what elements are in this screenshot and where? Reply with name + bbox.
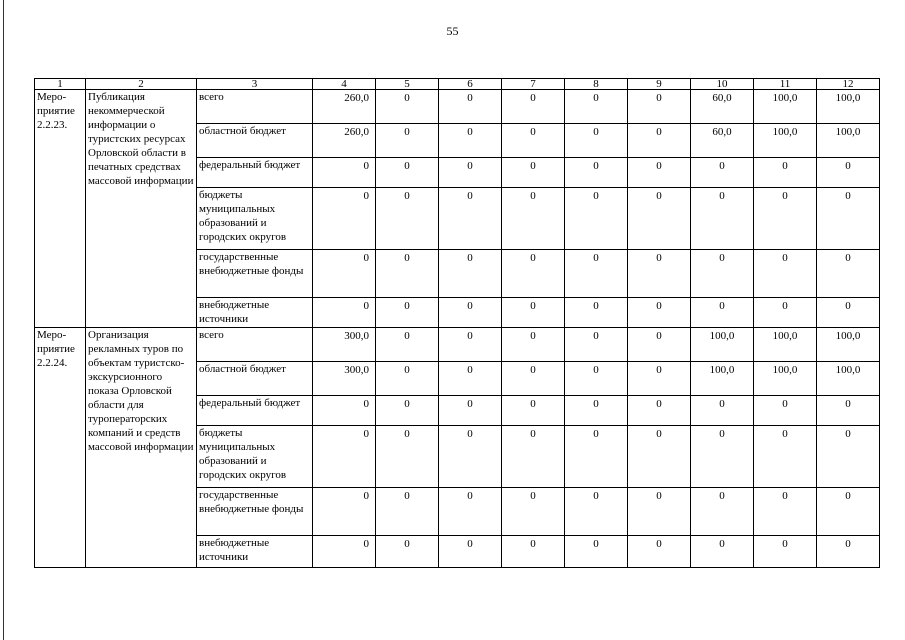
value-cell: 0 xyxy=(439,188,502,250)
value-cell: 0 xyxy=(754,488,817,536)
value-cell: 0 xyxy=(502,362,565,396)
value-cell: 0 xyxy=(565,90,628,124)
value-cell: 0 xyxy=(439,426,502,488)
value-cell: 260,0 xyxy=(313,124,376,158)
value-cell: 0 xyxy=(817,536,880,568)
value-cell: 100,0 xyxy=(754,362,817,396)
value-cell: 0 xyxy=(565,124,628,158)
value-cell: 0 xyxy=(502,250,565,298)
value-cell: 0 xyxy=(376,328,439,362)
value-cell: 60,0 xyxy=(691,124,754,158)
value-cell: 0 xyxy=(565,396,628,426)
value-cell: 0 xyxy=(565,188,628,250)
value-cell: 0 xyxy=(628,536,691,568)
funding-source: всего xyxy=(197,328,313,362)
value-cell: 0 xyxy=(439,362,502,396)
value-cell: 0 xyxy=(817,250,880,298)
value-cell: 0 xyxy=(817,298,880,328)
value-cell: 0 xyxy=(313,488,376,536)
table-body xyxy=(35,79,880,568)
column-header: 7 xyxy=(502,79,565,90)
value-cell: 0 xyxy=(439,298,502,328)
value-cell: 300,0 xyxy=(313,328,376,362)
value-cell: 0 xyxy=(502,396,565,426)
value-cell: 0 xyxy=(628,426,691,488)
table-row xyxy=(35,328,880,362)
value-cell: 0 xyxy=(502,488,565,536)
value-cell: 0 xyxy=(691,188,754,250)
value-cell: 0 xyxy=(691,426,754,488)
value-cell: 0 xyxy=(502,298,565,328)
value-cell: 0 xyxy=(754,298,817,328)
value-cell: 0 xyxy=(565,362,628,396)
funding-source: областной бюджет xyxy=(197,124,313,158)
value-cell: 300,0 xyxy=(313,362,376,396)
value-cell: 0 xyxy=(376,124,439,158)
value-cell: 0 xyxy=(565,328,628,362)
value-cell: 0 xyxy=(439,536,502,568)
column-header: 11 xyxy=(754,79,817,90)
column-header: 1 xyxy=(35,79,86,90)
value-cell: 0 xyxy=(376,90,439,124)
value-cell: 100,0 xyxy=(817,124,880,158)
measure-title: Организация рекламных туров по объектам туристско-экскурсионного показа Орловской области для туроператорских компаний и средств массовой информации xyxy=(86,328,197,568)
value-cell: 0 xyxy=(313,158,376,188)
value-cell: 100,0 xyxy=(817,90,880,124)
funding-source: федеральный бюджет xyxy=(197,396,313,426)
column-header: 12 xyxy=(817,79,880,90)
column-header: 9 xyxy=(628,79,691,90)
value-cell: 0 xyxy=(565,536,628,568)
funding-source: государственные внебюджетные фонды xyxy=(197,250,313,298)
value-cell: 60,0 xyxy=(691,90,754,124)
value-cell: 0 xyxy=(502,328,565,362)
column-header: 4 xyxy=(313,79,376,90)
value-cell: 0 xyxy=(754,188,817,250)
value-cell: 0 xyxy=(565,298,628,328)
value-cell: 0 xyxy=(502,158,565,188)
value-cell: 100,0 xyxy=(817,362,880,396)
value-cell: 0 xyxy=(565,488,628,536)
value-cell: 0 xyxy=(628,158,691,188)
value-cell: 0 xyxy=(628,250,691,298)
value-cell: 0 xyxy=(817,488,880,536)
value-cell: 0 xyxy=(691,488,754,536)
value-cell: 0 xyxy=(313,250,376,298)
value-cell: 0 xyxy=(691,536,754,568)
value-cell: 0 xyxy=(439,250,502,298)
value-cell: 0 xyxy=(691,250,754,298)
column-header: 3 xyxy=(197,79,313,90)
value-cell: 0 xyxy=(502,90,565,124)
value-cell: 0 xyxy=(313,396,376,426)
value-cell: 0 xyxy=(628,362,691,396)
value-cell: 0 xyxy=(376,250,439,298)
measure-title: Публикация некоммерческой информации о туристских ресурсах Орловской области в печатных средствах массовой информации xyxy=(86,90,197,328)
value-cell: 0 xyxy=(313,188,376,250)
value-cell: 0 xyxy=(376,426,439,488)
column-header: 10 xyxy=(691,79,754,90)
value-cell: 0 xyxy=(628,188,691,250)
column-header: 2 xyxy=(86,79,197,90)
funding-source: областной бюджет xyxy=(197,362,313,396)
table-row xyxy=(35,90,880,124)
funding-source: федеральный бюджет xyxy=(197,158,313,188)
value-cell: 0 xyxy=(376,488,439,536)
value-cell: 0 xyxy=(313,426,376,488)
value-cell: 0 xyxy=(502,188,565,250)
value-cell: 0 xyxy=(817,426,880,488)
value-cell: 0 xyxy=(376,188,439,250)
value-cell: 0 xyxy=(691,298,754,328)
value-cell: 0 xyxy=(565,250,628,298)
value-cell: 0 xyxy=(502,124,565,158)
value-cell: 100,0 xyxy=(754,328,817,362)
value-cell: 0 xyxy=(439,158,502,188)
funding-source: всего xyxy=(197,90,313,124)
value-cell: 0 xyxy=(565,426,628,488)
value-cell: 0 xyxy=(439,396,502,426)
value-cell: 0 xyxy=(628,298,691,328)
value-cell: 0 xyxy=(628,328,691,362)
value-cell: 100,0 xyxy=(691,362,754,396)
funding-source: внебюджетные источники xyxy=(197,298,313,328)
value-cell: 0 xyxy=(817,188,880,250)
value-cell: 0 xyxy=(754,426,817,488)
value-cell: 100,0 xyxy=(691,328,754,362)
value-cell: 0 xyxy=(313,298,376,328)
column-header: 6 xyxy=(439,79,502,90)
value-cell: 0 xyxy=(691,396,754,426)
page-edge-line xyxy=(3,0,4,640)
value-cell: 0 xyxy=(817,158,880,188)
value-cell: 100,0 xyxy=(817,328,880,362)
value-cell: 0 xyxy=(502,426,565,488)
funding-source: внебюджетные источники xyxy=(197,536,313,568)
value-cell: 0 xyxy=(439,488,502,536)
value-cell: 0 xyxy=(376,536,439,568)
value-cell: 0 xyxy=(754,250,817,298)
value-cell: 0 xyxy=(439,328,502,362)
column-header: 5 xyxy=(376,79,439,90)
value-cell: 0 xyxy=(754,158,817,188)
value-cell: 0 xyxy=(502,536,565,568)
value-cell: 260,0 xyxy=(313,90,376,124)
value-cell: 0 xyxy=(376,396,439,426)
value-cell: 0 xyxy=(439,124,502,158)
value-cell: 0 xyxy=(439,90,502,124)
funding-source: бюджеты муниципальных образований и городских округов xyxy=(197,426,313,488)
value-cell: 0 xyxy=(565,158,628,188)
value-cell: 0 xyxy=(376,158,439,188)
funding-source: государственные внебюджетные фонды xyxy=(197,488,313,536)
value-cell: 0 xyxy=(313,536,376,568)
budget-table xyxy=(34,78,880,568)
column-header: 8 xyxy=(565,79,628,90)
header-row xyxy=(35,79,880,90)
value-cell: 0 xyxy=(754,536,817,568)
value-cell: 0 xyxy=(691,158,754,188)
value-cell: 0 xyxy=(754,396,817,426)
funding-source: бюджеты муниципальных образований и городских округов xyxy=(197,188,313,250)
value-cell: 0 xyxy=(376,298,439,328)
measure-code: Меро-приятие 2.2.24. xyxy=(35,328,86,568)
value-cell: 0 xyxy=(817,396,880,426)
value-cell: 100,0 xyxy=(754,90,817,124)
value-cell: 0 xyxy=(628,396,691,426)
value-cell: 0 xyxy=(628,90,691,124)
page-number: 55 xyxy=(446,24,459,38)
value-cell: 0 xyxy=(628,488,691,536)
value-cell: 100,0 xyxy=(754,124,817,158)
value-cell: 0 xyxy=(628,124,691,158)
measure-code: Меро-приятие 2.2.23. xyxy=(35,90,86,328)
value-cell: 0 xyxy=(376,362,439,396)
